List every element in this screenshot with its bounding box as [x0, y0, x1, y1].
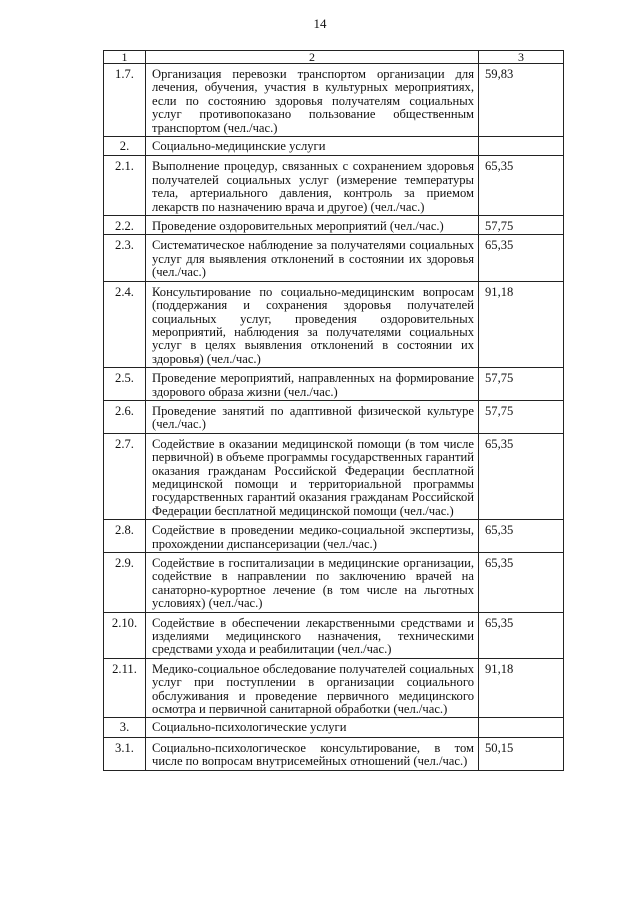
row-rate-value: 50,15 [479, 737, 564, 770]
row-service-text: Выполнение процедур, связанных с сохранением здоровья получателей социальных услуг (измерение температуры тела, артериального давления, контроль за приемом лекарств по назначению врача и другое) (чел./час.) [146, 156, 479, 216]
row-rate-value: 57,75 [479, 368, 564, 401]
row-number: 2.6. [104, 400, 146, 433]
row-number: 2.4. [104, 281, 146, 367]
section-title: Социально-медицинские услуги [146, 137, 479, 156]
row-service-text: Консультирование по социально-медицинским вопросам (поддержания и сохранения здоровья получателей социальных услуг, проведения оздоровительных мероприятий, наблюдения за получателями социальных услуг в целях выявления отклонений в состоянии их здоровья) (чел./час.) [146, 281, 479, 367]
row-rate-value: 65,35 [479, 520, 564, 553]
row-number: 1.7. [104, 64, 146, 137]
table-row [104, 368, 564, 401]
row-rate-value: 65,35 [479, 235, 564, 281]
row-number: 2.10. [104, 612, 146, 658]
table-row [104, 433, 564, 519]
table-row [104, 216, 564, 235]
row-service-text: Социально-психологическое консультирование, в том числе по вопросам внутрисемейных отношений (чел./час.) [146, 737, 479, 770]
table-row [104, 281, 564, 367]
row-rate-value: 65,35 [479, 433, 564, 519]
row-number: 2.7. [104, 433, 146, 519]
row-number: 2.9. [104, 553, 146, 613]
services-table [103, 50, 564, 771]
page-number: 14 [313, 16, 327, 31]
row-number: 3.1. [104, 737, 146, 770]
row-rate-value: 65,35 [479, 612, 564, 658]
section-title: Социально-психологические услуги [146, 718, 479, 737]
table-row [104, 156, 564, 216]
row-rate-value: 65,35 [479, 553, 564, 613]
row-rate-value: 65,35 [479, 156, 564, 216]
row-service-text: Проведение занятий по адаптивной физической культуре (чел./час.) [146, 400, 479, 433]
table-row [104, 553, 564, 613]
table-header-row [104, 51, 564, 64]
row-number: 2. [104, 137, 146, 156]
row-rate-value: 59,83 [479, 64, 564, 137]
row-rate-value: 91,18 [479, 658, 564, 718]
row-service-text: Содействие в обеспечении лекарственными средствами и изделиями медицинского назначения, техническими средствами ухода и реабилитации (чел./час.) [146, 612, 479, 658]
table-row [104, 520, 564, 553]
row-number: 2.1. [104, 156, 146, 216]
row-number: 2.11. [104, 658, 146, 718]
row-rate-value [479, 718, 564, 737]
table-row [104, 612, 564, 658]
table-row [104, 64, 564, 137]
row-service-text: Содействие в оказании медицинской помощи (в том числе первичной) в объеме программы государственных гарантий оказания гражданам Российской Федерации бесплатной медицинской помощи и территориальной программы государственных гарантий оказания гражданам Российской Федерации бесплатной медицинской помощи (чел./час.) [146, 433, 479, 519]
row-number: 2.2. [104, 216, 146, 235]
row-service-text: Систематическое наблюдение за получателями социальных услуг для выявления отклонений в состоянии их здоровья (чел./час.) [146, 235, 479, 281]
row-service-text: Проведение оздоровительных мероприятий (чел./час.) [146, 216, 479, 235]
row-rate-value: 91,18 [479, 281, 564, 367]
row-rate-value: 57,75 [479, 400, 564, 433]
column-header-rate: 3 [479, 51, 564, 64]
table-row [104, 737, 564, 770]
table-row [104, 235, 564, 281]
row-rate-value: 57,75 [479, 216, 564, 235]
column-header-service: 2 [146, 51, 479, 64]
table-row [104, 658, 564, 718]
row-number: 2.8. [104, 520, 146, 553]
row-number: 2.3. [104, 235, 146, 281]
row-service-text: Содействие в проведении медико-социальной экспертизы, прохождении диспансеризации (чел./час.) [146, 520, 479, 553]
row-service-text: Содействие в госпитализации в медицинские организации, содействие в направлении по заключению врачей на санаторно-курортное лечение (в том числе на льготных условиях) (чел./час.) [146, 553, 479, 613]
row-service-text: Медико-социальное обследование получателей социальных услуг при поступлении в организации социального обслуживания и проведение первичного медицинского осмотра и первичной санитарной обработки (чел./час.) [146, 658, 479, 718]
row-number: 2.5. [104, 368, 146, 401]
row-service-text: Проведение мероприятий, направленных на формирование здорового образа жизни (чел./час.) [146, 368, 479, 401]
row-service-text: Организация перевозки транспортом организации для лечения, обучения, участия в культурных мероприятиях, если по состоянию здоровья получателям социальных услуг противопоказано пользование общественным транспортом (чел./час.) [146, 64, 479, 137]
table-row [104, 400, 564, 433]
row-rate-value [479, 137, 564, 156]
section-row [104, 137, 564, 156]
row-number: 3. [104, 718, 146, 737]
section-row [104, 718, 564, 737]
column-header-number: 1 [104, 51, 146, 64]
